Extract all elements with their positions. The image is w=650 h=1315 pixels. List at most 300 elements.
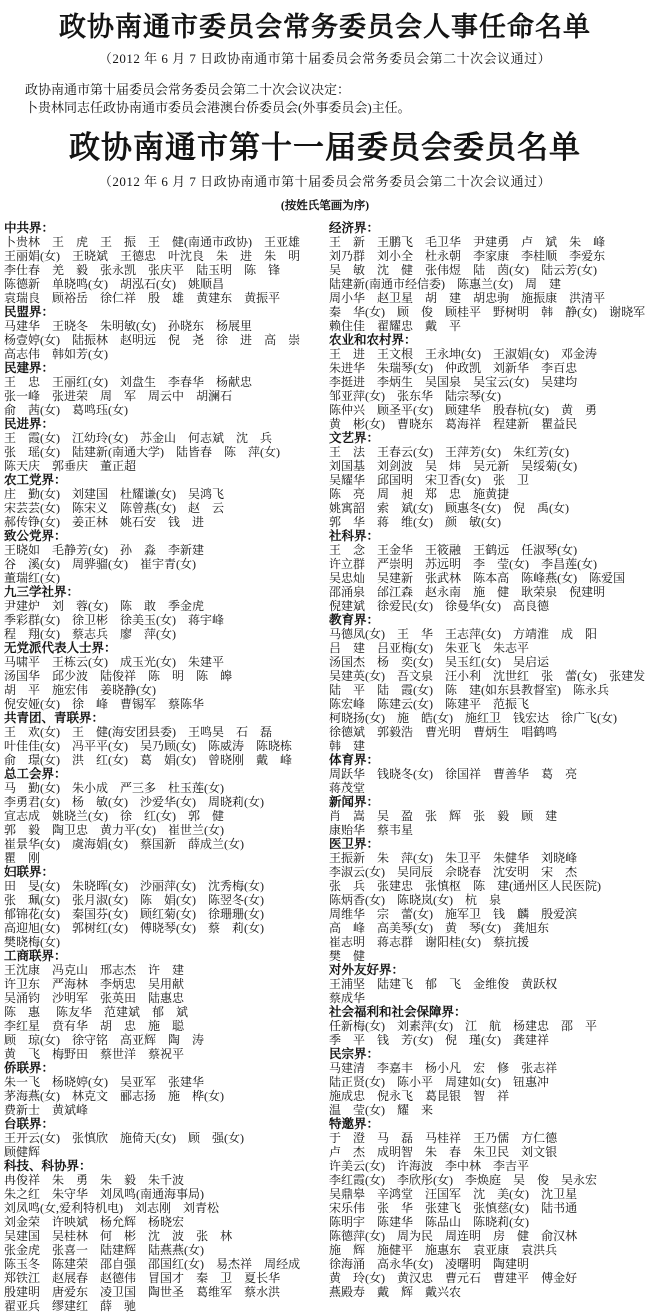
member-name: 钱 进 [168, 515, 205, 529]
name-row [329, 739, 647, 753]
member-name: 朱红芳(女) [513, 445, 570, 459]
member-name: 杜耀谦(女) [120, 487, 177, 501]
member-name: 陈明宇 [329, 1215, 366, 1229]
name-row [4, 263, 319, 277]
name-row [329, 879, 647, 893]
member-name: 陶 涛 [168, 1033, 205, 1047]
name-row [4, 1089, 319, 1103]
name-row [4, 403, 319, 417]
name-row [4, 991, 319, 1005]
member-name: 陆宗琴(女) [445, 389, 502, 403]
member-name: 施成忠 [329, 1089, 366, 1103]
member-name: 蔡 莉(女) [208, 921, 264, 935]
name-row [329, 235, 647, 249]
name-row [329, 361, 647, 375]
member-name: 李爱东 [569, 249, 606, 263]
member-name: 朱晓晖(女) [72, 879, 128, 893]
member-name: 吴鸿飞 [188, 487, 225, 501]
member-name: 沈 健 [377, 263, 414, 277]
member-name: 徐 峰 [72, 697, 109, 711]
member-name: 刘 蓉(女) [52, 599, 109, 613]
member-name: 刘小全 [377, 249, 414, 263]
name-row [4, 795, 319, 809]
member-name: 吴元新 [473, 459, 510, 473]
member-name: 施倚天(女) [120, 1131, 177, 1145]
member-name: 高 峰 [329, 921, 366, 935]
member-name: 陈 亮 [329, 487, 366, 501]
member-name: 廖 萍(女) [120, 627, 177, 641]
member-name: 刘建国 [72, 487, 109, 501]
member-name: 龚建祥 [513, 1033, 550, 1047]
name-row [4, 809, 319, 823]
member-name: 马德凤(女) [329, 627, 386, 641]
member-name: 刘青松 [183, 1201, 220, 1215]
name-row [329, 865, 647, 879]
name-row [4, 431, 319, 445]
member-name: 吴建英(女) [329, 669, 386, 683]
member-name: 顾裕岳 [52, 291, 89, 305]
name-row [329, 557, 647, 571]
member-name: 吴涌钧 [4, 991, 41, 1005]
member-name: 曾晓刚 [208, 753, 245, 767]
member-name: 宋卫香(女) [425, 473, 482, 487]
member-name: 谢晓军 [609, 305, 646, 319]
member-name: 陈惠兰(女) [457, 277, 514, 291]
member-name: 倪建明 [569, 585, 606, 599]
member-name: 刘凤鸣(南通海事局) [100, 1187, 205, 1201]
member-name: 陆云芳(女) [541, 263, 598, 277]
member-name: 张建华 [168, 1075, 205, 1089]
member-name: 蔡陈华 [168, 697, 205, 711]
name-row [4, 557, 319, 571]
member-name: 戴兴农 [425, 1285, 462, 1299]
member-name: 郦志扬 [120, 1089, 157, 1103]
member-name: 朱 进 [216, 249, 253, 263]
member-name: 沈世红 [493, 669, 530, 683]
member-name: 薛 驰 [100, 1299, 137, 1313]
member-name: 吴用献 [148, 977, 185, 991]
member-name: 王 进 [329, 347, 366, 361]
member-name: 季彩群(女) [4, 613, 60, 627]
member-name: 吴忠灿 [329, 571, 366, 585]
name-row [4, 1229, 319, 1243]
member-name: 刘志刚 [135, 1201, 172, 1215]
member-name: 朱进华 [329, 361, 366, 375]
name-row [329, 277, 647, 291]
member-name: 宋乐伟 [329, 1201, 366, 1215]
member-name: 王鸣昊 [188, 725, 225, 739]
member-name: 黄汉忠 [397, 1271, 434, 1285]
appointment-list-title: 政协南通市委员会常务委员会人事任命名单 [59, 12, 591, 42]
member-name: 施惠东 [425, 1243, 462, 1257]
member-name: 陆 平 [329, 683, 366, 697]
member-name: 沈 兵 [236, 431, 273, 445]
name-row [4, 851, 319, 865]
member-name: 方靖淮 [513, 627, 550, 641]
member-name: 袁亚康 [473, 1243, 510, 1257]
member-name: 蔡韦星 [377, 823, 414, 837]
member-name: 胡 建 [425, 291, 462, 305]
section-header: 民宗界： [329, 1047, 380, 1061]
member-name: 洪清平 [569, 291, 606, 305]
member-name: 戴 辉 [377, 1285, 414, 1299]
name-row [329, 1131, 647, 1145]
member-name: 沈 美(女) [473, 1187, 530, 1201]
name-row [329, 1061, 647, 1075]
member-name: 耀 来 [397, 1103, 434, 1117]
member-name: 许立群 [329, 557, 366, 571]
member-name: 刘晓峰 [541, 851, 578, 865]
member-name: 沙爱华(女) [140, 795, 196, 809]
member-name: 吕亚梅(女) [377, 641, 434, 655]
member-name: 王淑娟(女) [493, 347, 550, 361]
member-name: 谷 溪(女) [4, 557, 60, 571]
member-name: 王鹏飞 [377, 235, 414, 249]
member-name: 张 华 [377, 1201, 414, 1215]
member-name: 杨晓宏 [148, 1215, 185, 1229]
member-name: 郭 健 [188, 809, 225, 823]
member-name: 朱小成 [72, 781, 109, 795]
section-header: 共青团、青联界： [4, 711, 105, 725]
member-name: 徐珊珊(女) [208, 907, 264, 921]
name-row [4, 1299, 319, 1313]
name-row [329, 585, 647, 599]
member-name: 郑 忠 [425, 487, 462, 501]
name-row [4, 1257, 319, 1271]
member-name: 陈建华 [377, 1215, 414, 1229]
member-name: 蔡抗援 [493, 935, 530, 949]
member-name: 杨 奕(女) [377, 655, 434, 669]
member-name: 王晓冬 [52, 319, 89, 333]
member-name: 张永凯 [100, 263, 137, 277]
name-row [329, 389, 647, 403]
member-name: 李桂顺 [521, 249, 558, 263]
member-name: 王 霞(女) [4, 431, 60, 445]
name-row [329, 893, 647, 907]
member-name: 周晓莉(女) [208, 795, 264, 809]
member-name: 蔡国新 [140, 837, 177, 851]
name-row [329, 459, 647, 473]
member-name: 许美云(女) [329, 1159, 386, 1173]
member-name: 陈建平 [445, 697, 482, 711]
member-name: 徐广飞(女) [561, 711, 618, 725]
member-name: 李家康 [473, 249, 510, 263]
member-name: 李淑云(女) [329, 865, 386, 879]
member-name: 施 健 [473, 585, 510, 599]
member-name: 陆建新(南通市经信委) [329, 277, 446, 291]
member-name: 王永坤(女) [425, 347, 482, 361]
member-name: 范建斌 [104, 1005, 141, 1019]
name-row [4, 935, 319, 949]
section-header: 中共界： [4, 221, 55, 235]
member-name: 姚石安 [120, 515, 157, 529]
member-name: 宋芸芸(女) [4, 501, 60, 515]
member-name: 冯克山 [52, 963, 89, 977]
member-name: 周经成 [264, 1257, 301, 1271]
name-row [329, 697, 647, 711]
member-name: 吴建新 [377, 571, 414, 585]
member-name: 严崇明 [377, 557, 414, 571]
member-list-subtitle: （2012 年 6 月 7 日政协南通市第十届委员会常务委员会第二十次会议通过） [98, 174, 552, 189]
name-row [329, 1019, 647, 1033]
name-row [4, 627, 319, 641]
name-row [329, 683, 647, 697]
section-header: 民进界： [4, 417, 55, 431]
member-name: 赵德伟 [100, 1271, 137, 1285]
name-row [4, 319, 319, 333]
member-name: 翟耀忠 [377, 319, 414, 333]
member-name: 刘新华 [493, 361, 530, 375]
section-header: 民盟界： [4, 305, 55, 319]
name-row [329, 1159, 647, 1173]
member-name: 韩 静(女) [541, 305, 598, 319]
member-name: 吴宝云(女) [473, 375, 530, 389]
member-name: 赵明远 [120, 333, 157, 347]
member-name: 周骅骝(女) [72, 557, 128, 571]
highlighted-member-name: 陈 惠 [4, 1005, 44, 1019]
member-name: 董瑞红(女) [4, 571, 60, 585]
name-row [4, 1145, 319, 1159]
member-name: 胡泓石(女) [120, 277, 177, 291]
member-name: 卢 斌 [521, 235, 558, 249]
name-row [4, 739, 319, 753]
member-name: 马建清 [329, 1061, 366, 1075]
member-name: 吴建国 [4, 1229, 41, 1243]
appointment-list-subtitle: （2012 年 6 月 7 日政协南通市第十届委员会常务委员会第二十次会议通过） [98, 51, 552, 66]
member-name: 石 磊 [236, 725, 273, 739]
member-name: 吴 炜 [425, 459, 462, 473]
member-name: 叶佳佳(女) [4, 739, 60, 753]
member-name: 林克文 [72, 1089, 109, 1103]
member-name: 吴耀华 [329, 473, 366, 487]
name-row [329, 501, 647, 515]
member-name: 曹光明 [425, 725, 462, 739]
member-name: 蒋志群 [377, 935, 414, 949]
member-name: 朱卫民 [473, 1145, 510, 1159]
name-row [329, 473, 647, 487]
section-header: 医卫界： [329, 837, 380, 851]
member-name: 冯平平(女) [72, 739, 128, 753]
section-header: 九三学社界： [4, 585, 80, 599]
member-name: 宣志成 [4, 809, 41, 823]
member-name: 张慎枢 [425, 879, 462, 893]
name-row [4, 879, 319, 893]
member-name: 康贻华 [329, 823, 366, 837]
member-name: 李仕春 [4, 263, 41, 277]
member-name: 陈宏峰 [329, 697, 366, 711]
section-header: 致公党界： [4, 529, 67, 543]
member-name: 徐卫彬 [72, 613, 109, 627]
section-header: 新闻界： [329, 795, 380, 809]
name-row [4, 599, 319, 613]
member-name: 马桂祥 [425, 1131, 462, 1145]
member-name: 程 翔(女) [4, 627, 60, 641]
member-name: 高志伟 [4, 347, 41, 361]
member-name: 徐 进 [216, 333, 253, 347]
member-name: 曹炳生 [473, 725, 510, 739]
member-name: 陈 萍(女) [224, 445, 281, 459]
member-name: 茅海燕(女) [4, 1089, 60, 1103]
member-name: 王 法 [329, 445, 366, 459]
member-name: 黄斌峰 [52, 1103, 89, 1117]
member-name: 黄建东 [196, 291, 233, 305]
member-name: 陈炳香(女) [329, 893, 386, 907]
member-name: 戴 平 [425, 319, 462, 333]
member-name: 姜晓静(女) [100, 683, 157, 697]
member-name: 葛 娟(女) [140, 753, 196, 767]
member-name: 辛鸿堂 [377, 1187, 414, 1201]
member-name: 李百忠 [541, 361, 578, 375]
name-row [4, 333, 319, 347]
member-name: 赵永南 [425, 585, 462, 599]
member-name: 徐德斌 [329, 725, 366, 739]
member-name: 张月淑(女) [72, 893, 128, 907]
member-name: 郝传铮(女) [4, 515, 60, 529]
member-name: 蔡成华 [329, 991, 366, 1005]
member-name: 虞海娟(女) [72, 837, 128, 851]
member-name: 郭 华 [329, 515, 366, 529]
sort-order-note: (按姓氏笔画为序) [280, 200, 370, 212]
member-name: 马啸平 [4, 655, 41, 669]
member-name: 施军卫 [445, 907, 482, 921]
member-name: 顾健辉 [4, 1145, 41, 1159]
member-name: 徐曼华(女) [445, 599, 502, 613]
section-header: 农工党界： [4, 473, 67, 487]
member-name: 樊 健 [329, 949, 366, 963]
member-name: 周小华 [329, 291, 366, 305]
member-name: 陆建新(南通大学) [72, 445, 164, 459]
member-name: 张 辉 [425, 809, 462, 823]
member-name: 蒋 维(女) [377, 515, 434, 529]
member-name: 陆燕燕(女) [148, 1243, 205, 1257]
member-name: 高 崇 [264, 333, 301, 347]
member-name: 王 健(海安团县委) [72, 725, 176, 739]
member-name: 倪 瑾(女) [445, 1033, 502, 1047]
member-name: 成 阳 [561, 627, 598, 641]
name-row [329, 599, 647, 613]
member-name: 李嘉丰 [377, 1061, 414, 1075]
member-name: 方仁德 [521, 1131, 558, 1145]
member-name: 张英田 [100, 991, 137, 1005]
member-name: 陈晓岚(女) [397, 893, 454, 907]
name-list-columns [3, 221, 647, 1313]
member-name: 贲有华 [52, 1019, 89, 1033]
member-name: 陈 锋 [244, 263, 281, 277]
name-row [4, 907, 319, 921]
member-name: 赖住佳 [329, 319, 366, 333]
name-row [329, 935, 647, 949]
member-name: 陈 敢 [120, 599, 157, 613]
member-name: 徐守铭 [72, 1033, 109, 1047]
member-name: 苏金山 [140, 431, 177, 445]
member-name: 蔡志兵 [72, 627, 109, 641]
name-row [4, 1019, 319, 1033]
member-name: 杨 敏(女) [72, 795, 128, 809]
member-name: 俞 茜(女) [4, 403, 60, 417]
member-name: 陆 霞(女) [377, 683, 434, 697]
member-name: 葛 亮 [541, 767, 578, 781]
member-name: 黄力平(女) [100, 823, 157, 837]
member-name: 陆 茵(女) [473, 263, 530, 277]
member-name: 仲政凯 [445, 361, 482, 375]
member-name: 许映斌 [52, 1215, 89, 1229]
member-name: 吴亚军 [120, 1075, 157, 1089]
name-row [4, 501, 319, 515]
member-name: 邵涌泉 [329, 585, 366, 599]
member-name: 于 澄 [329, 1131, 366, 1145]
member-name: 陈峰燕(女) [521, 571, 578, 585]
member-name: 范振飞 [493, 697, 530, 711]
member-name: 李炳生 [377, 375, 414, 389]
member-name: 许 建 [148, 963, 185, 977]
member-name: 沙明军 [52, 991, 89, 1005]
member-name: 顾建华 [445, 403, 482, 417]
member-name: 崔志明 [329, 935, 366, 949]
name-row [329, 907, 647, 921]
member-name: 高永华(女) [377, 1257, 434, 1271]
member-name: 姚顺昌 [188, 277, 225, 291]
member-name: 施宏伟 [52, 683, 89, 697]
member-name: 傅晓琴(女) [140, 921, 196, 935]
member-name: 王开云(女) [4, 1131, 60, 1145]
section-header: 文艺界： [329, 431, 380, 445]
member-name: 汪小利 [445, 669, 482, 683]
name-row [329, 921, 647, 935]
member-name: 任新梅(女) [329, 1019, 386, 1033]
member-name: 叶沈良 [168, 249, 205, 263]
member-name: 陈 建(如东县教督室) [445, 683, 562, 697]
name-row [329, 767, 647, 781]
member-name: 杨建忠 [513, 1019, 550, 1033]
member-name: 黄 玲(女) [329, 1271, 386, 1285]
section-header: 体育界： [329, 753, 380, 767]
member-name: 张 蕾(女) [541, 669, 598, 683]
member-name: 顾 琼(女) [4, 1033, 60, 1047]
member-name: 陈仲兴 [329, 403, 366, 417]
member-name: 朱明敏(女) [100, 319, 157, 333]
member-name: 杨壹婷(女) [4, 333, 60, 347]
member-name: 张建发 [609, 669, 646, 683]
member-name: 郁 斌 [152, 1005, 189, 1019]
name-row [4, 977, 319, 991]
member-name: 柯晓扬(女) [329, 711, 386, 725]
member-name: 张建忠 [377, 879, 414, 893]
member-name: 张建飞 [425, 1201, 462, 1215]
member-name: 殷春杭(女) [493, 403, 550, 417]
member-name: 沈安明 [493, 865, 530, 879]
member-name: 陈宋义 [72, 501, 109, 515]
member-name: 徐海涌 [329, 1257, 366, 1271]
member-name: 张东华 [397, 389, 434, 403]
member-name: 马 磊 [377, 1131, 414, 1145]
member-name: 张武林 [425, 571, 462, 585]
name-row [329, 305, 647, 319]
member-name: 王春云(女) [377, 445, 434, 459]
member-name: 周维华 [329, 907, 366, 921]
member-name: 沙丽萍(女) [140, 879, 196, 893]
member-name: 朱 毅 [100, 1173, 137, 1187]
section-header: 经济界： [329, 221, 380, 235]
member-name: 郭垂庆 [52, 459, 89, 473]
member-name: 宏 修 [473, 1061, 510, 1075]
member-name: 施 桦(女) [168, 1089, 225, 1103]
member-name: 赵展春 [52, 1271, 89, 1285]
name-row [329, 487, 647, 501]
section-header: 社会福利和社会保障界： [329, 1005, 467, 1019]
member-name: 王乃儒 [473, 1131, 510, 1145]
member-name: 胡 平 [4, 683, 41, 697]
member-name: 燕殿寿 [329, 1285, 366, 1299]
